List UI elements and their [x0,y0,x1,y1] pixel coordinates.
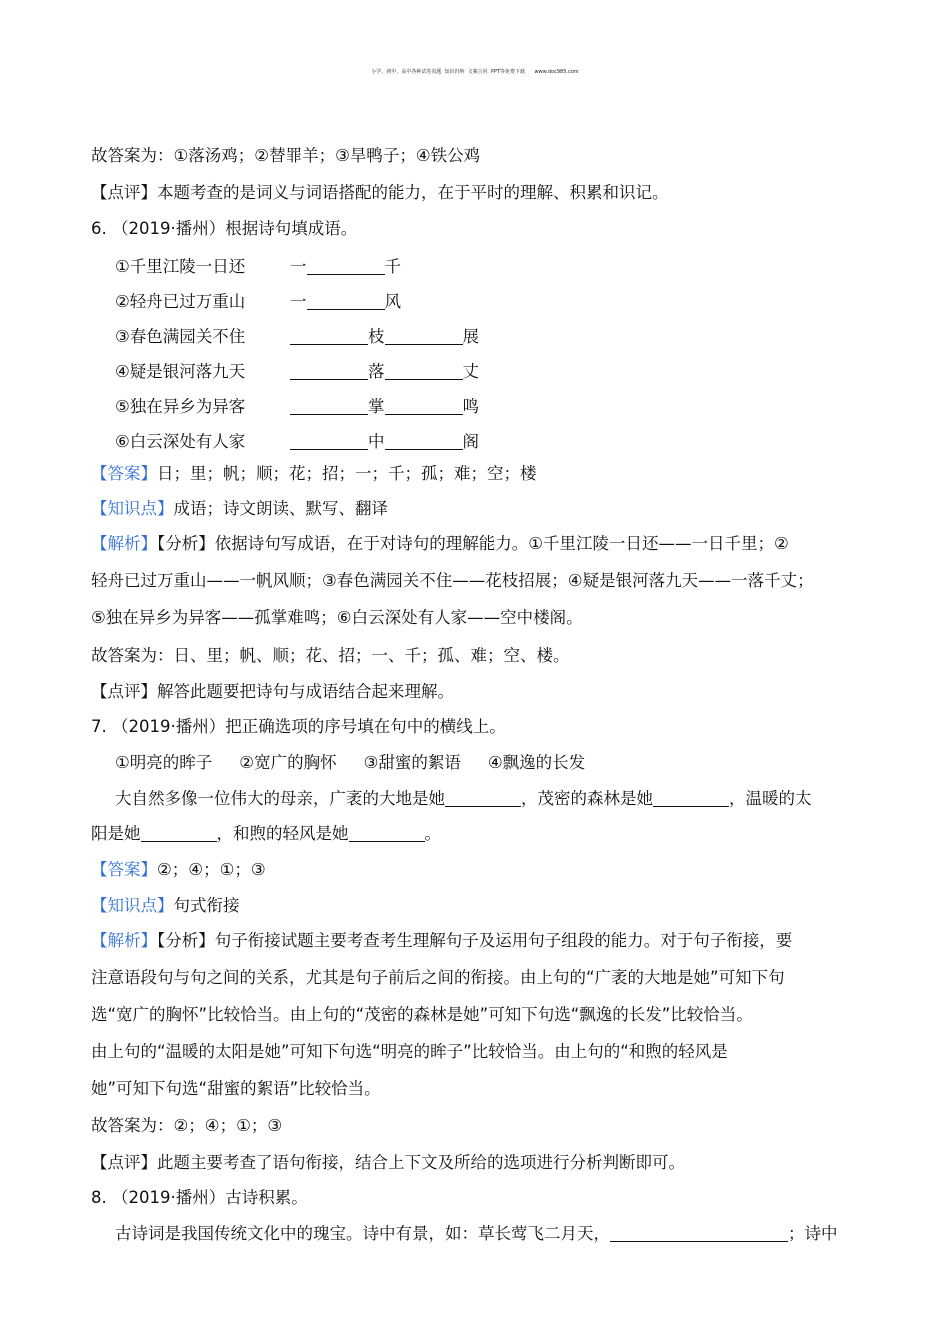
answer-blank[interactable] [349,825,425,842]
answer-label: 【答案】 [91,464,157,483]
q7-option-3: ③甜蜜的絮语 [363,753,461,772]
q8-text [115,1223,838,1245]
q6-poem-5: ⑤独在异乡为异客 [115,397,246,416]
answer-blank[interactable] [385,433,463,450]
q6-poem-6: ⑥白云深处有人家 [115,432,246,451]
q7-analysis-2: 注意语段句与句之间的关系，尤其是句子前后之间的衔接。由上句的“广袤的大地是她”可知下句 [91,968,785,987]
q6-idiom-3-b: 枝 [368,327,385,346]
answer-blank[interactable] [307,293,385,310]
q7-text-4: 阳是她 [91,824,141,843]
q6-poem-4: ④疑是银河落九天 [115,362,246,381]
answer-blank[interactable] [610,1225,788,1242]
q6-idiom-5-b: 掌 [368,397,385,416]
knowledge-point-text: 句式衔接 [173,896,240,915]
q7-text-5: ，和煦的轻风是她 [216,824,349,843]
q5-answer-line: 故答案为：①落汤鸡；②替罪羊；③旱鸭子；④铁公鸡 [91,146,481,165]
q6-idiom-2 [290,288,401,312]
q7-analysis-5: 她”可知下句选“甜蜜的絮语”比较恰当。 [91,1079,381,1098]
q7-analysis-3: 选“宽广的胸怀”比较恰当。由上句的“茂密的森林是她”可知下句选“飘逸的长发”比较恰当。 [91,1005,753,1024]
q6-idiom-3 [290,323,479,347]
analysis-text: 【分析】句子衔接试题主要考查考生理解句子及运用句子组段的能力。对于句子衔接，要 [157,931,793,950]
answer-label: 【答案】 [91,860,157,879]
q7-text-3: ，温暖的太 [729,789,812,808]
q7-analysis-1 [91,930,792,952]
answer-blank[interactable] [290,328,368,345]
q6-idiom-6 [290,428,479,452]
q6-final-answer: 故答案为：日、里；帆、顺；花、招；一、千；孤、难；空、楼。 [91,646,570,665]
knowledge-point-text: 成语；诗文朗读、默写、翻译 [173,499,388,518]
q7-final-answer: 故答案为：②；④；①；③ [91,1116,283,1135]
q6-idiom-1 [290,253,401,277]
answer-blank[interactable] [385,328,463,345]
q6-idiom-6-b: 中 [368,432,385,451]
q7-knowledge-point [91,895,240,917]
q6-idiom-6-c: 阁 [462,432,479,451]
q7-option-1: ①明亮的眸子 [115,753,213,772]
q7-sentence-2 [91,823,441,845]
q6-idiom-4-c: 丈 [462,362,479,381]
q6-poem-2: ②轻舟已过万重山 [115,292,246,311]
answer-blank[interactable] [445,790,521,807]
q7-text-1: 大自然多像一位伟大的母亲，广袤的大地是她 [115,789,445,808]
q6-knowledge-point [91,498,388,520]
q8-text-2: ；诗中 [788,1224,838,1243]
q6-answer [91,463,537,485]
analysis-label: 【解析】 [91,534,157,553]
q7-answer [91,859,266,881]
knowledge-point-label: 【知识点】 [91,896,174,915]
q7-sentence-1 [115,788,812,810]
q7-option-4: ④飘逸的长发 [487,753,586,772]
answer-blank[interactable] [141,825,217,842]
q6-idiom-2-a: 一 [290,292,307,311]
q7-text-2: ，茂密的森林是她 [521,789,653,808]
answer-blank[interactable] [290,398,368,415]
page-header: 小学、初中、高中各种试卷真题 知识归纳 文案合同 PPT等免费下载 www.doc985.com [371,69,579,75]
answer-blank[interactable] [385,398,463,415]
q6-idiom-3-c: 展 [462,327,479,346]
q7-option-2: ②宽广的胸怀 [239,753,337,772]
q6-idiom-1-b: 千 [384,257,401,276]
q7-comment: 【点评】此题主要考查了语句衔接，结合上下文及所给的选项进行分析判断即可。 [91,1153,685,1172]
q6-idiom-1-a: 一 [290,257,307,276]
analysis-text: 【分析】依据诗句写成语，在于对诗句的理解能力。①千里江陵一日还——一日千里；② [157,534,789,553]
answer-blank[interactable] [307,258,385,275]
answer-blank[interactable] [653,790,729,807]
q6-idiom-5 [290,393,479,417]
q6-idiom-4-b: 落 [368,362,385,381]
q6-idiom-5-c: 鸣 [462,397,479,416]
answer-text: 日；里；帆；顺；花；招；一；千；孤；难；空；楼 [157,464,537,483]
answer-blank[interactable] [290,433,368,450]
q6-idiom-4 [290,358,479,382]
knowledge-point-label: 【知识点】 [91,499,174,518]
q7-stem: 7. （2019·播州）把正确选项的序号填在句中的横线上。 [91,717,506,736]
q6-stem: 6. （2019·播州）根据诗句填成语。 [91,219,358,238]
q7-options [115,752,585,774]
q6-analysis-2: 轻舟已过万重山——一帆风顺；③春色满园关不住——花枝招展；④疑是银河落九天——一落千丈； [91,571,814,590]
q5-comment: 【点评】本题考查的是词义与词语搭配的能力，在于平时的理解、积累和识记。 [91,183,669,202]
answer-blank[interactable] [290,363,368,380]
q8-stem: 8. （2019·播州）古诗积累。 [91,1188,308,1207]
q7-analysis-4: 由上句的“温暖的太阳是她”可知下句选“明亮的眸子”比较恰当。由上句的“和煦的轻风是 [91,1042,728,1061]
q6-idiom-2-b: 风 [384,292,401,311]
answer-text: ②；④；①；③ [157,860,266,879]
q8-text-1: 古诗词是我国传统文化中的瑰宝。诗中有景，如：草长莺飞二月天， [115,1224,610,1243]
q6-poem-1: ①千里江陵一日还 [115,257,246,276]
q6-comment: 【点评】解答此题要把诗句与成语结合起来理解。 [91,682,454,701]
q6-analysis-1 [91,533,789,555]
q6-analysis-3: ⑤独在异乡为异客——孤掌难鸣；⑥白云深处有人家——空中楼阁。 [91,608,583,627]
answer-blank[interactable] [385,363,463,380]
q6-poem-3: ③春色满园关不住 [115,327,246,346]
analysis-label: 【解析】 [91,931,157,950]
q7-text-6: 。 [424,824,441,843]
